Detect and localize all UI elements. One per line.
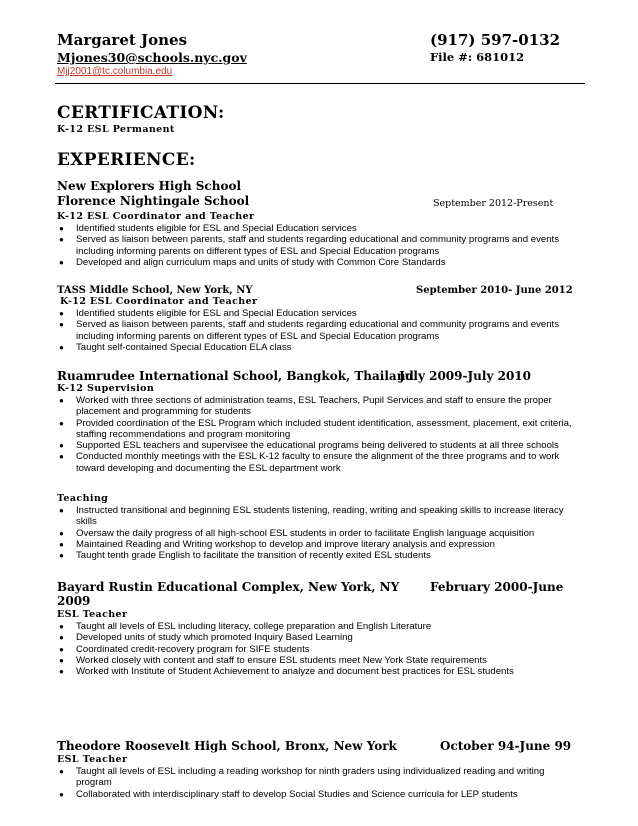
job-employer: TASS Middle School, New York, NY	[57, 285, 253, 296]
bullet-icon: ●	[59, 441, 64, 451]
job-employer: New Explorers High School	[57, 179, 242, 193]
job-bullets	[57, 395, 577, 474]
job-employer-secondary: Florence Nightingale School	[57, 194, 250, 208]
file-number: File #: 681012	[430, 50, 525, 64]
job-bullets	[57, 308, 577, 353]
bullet-icon: ●	[59, 452, 64, 462]
email-link[interactable]: Mjones30@schools.nyc.gov	[57, 50, 247, 65]
bullet-icon: ●	[59, 622, 64, 631]
bullet-icon: ●	[59, 655, 64, 665]
list-item: ● Taught tenth grade English to facilitate the transition of recently exited ESL students	[59, 550, 431, 562]
bullet-icon: ●	[59, 644, 64, 654]
bullet-icon: ●	[59, 667, 64, 677]
job-dates: October 94-June 99	[440, 739, 572, 753]
bullet-icon: ●	[59, 235, 64, 245]
bullet-icon: ●	[59, 789, 64, 799]
job-role-secondary: Teaching	[57, 493, 109, 504]
bullet-icon: ●	[59, 539, 64, 549]
job-role: K-12 ESL Coordinator and Teacher	[57, 211, 255, 222]
job-role: K-12 Supervision	[57, 383, 155, 394]
job-employer: Bayard Rustin Educational Complex, New York, NY	[57, 580, 400, 594]
certification-heading: CERTIFICATION:	[57, 103, 225, 123]
job-dates: July 2009-July 2010	[399, 369, 531, 383]
bullet-icon: ●	[59, 633, 64, 643]
job-role: K-12 ESL Coordinator and Teacher	[60, 296, 258, 307]
list-item: ● Identified students eligible for ESL and Special Education services	[59, 223, 357, 234]
list-item: ● Served as liaison between parents, staff and students regarding educational and community programs and events including informing parents on different types of ESL and Special Education programs	[59, 319, 559, 342]
list-item: ● Developed units of study which promoted Inquiry Based Learning	[59, 632, 353, 644]
job-role: ESL Teacher	[57, 754, 128, 765]
list-item: ● Served as liaison between parents, staff and students regarding educational and community programs and events including informing parents on different types of ESL and Special Education programs	[59, 234, 559, 257]
list-item: ● Developed and align curriculum maps and units of study with Common Core Standards	[59, 256, 446, 268]
list-item: ● Identified students eligible for ESL and Special Education services	[59, 308, 357, 319]
job-dates-continued: 2009	[57, 594, 91, 608]
job-role: ESL Teacher	[57, 609, 128, 620]
bullet-icon: ●	[59, 257, 64, 267]
alt-email-link[interactable]: Mjj2001@tc.columbia.edu	[57, 66, 173, 77]
list-item: ● Taught all levels of ESL including a reading workshop for ninth graders using individualized reading and writing program	[59, 766, 545, 789]
list-item: ● Provided coordination of the ESL Program which included student identification, assessment, placement, exit criteria, staffing recommendations and program monitoring	[59, 417, 572, 440]
job-dates: September 2012-Present	[433, 198, 554, 209]
job-employer: Theodore Roosevelt High School, Bronx, New York	[57, 739, 397, 753]
list-item: ● Supported ESL teachers and supervisee the educational programs being delivered to students at all three schools	[59, 440, 559, 452]
list-item: ● Worked with Institute of Student Achievement to analyze and document best practices for ESL students	[59, 666, 514, 678]
list-item: ● Worked closely with content and staff to ensure ESL students meet New York State requirements	[59, 654, 487, 666]
bullet-icon: ●	[59, 396, 64, 405]
job-bullets	[57, 223, 577, 268]
job-bullets-secondary	[57, 505, 577, 561]
job-bullets	[57, 621, 577, 677]
bullet-icon: ●	[59, 551, 64, 561]
list-item: ● Worked with three sections of administration teams, ESL Teachers, Pupil Services and staff to ensure the proper placement and programming for students	[59, 395, 552, 418]
job-dates: February 2000-June	[430, 580, 564, 594]
list-item: ● Coordinated credit-recovery program for SIFE students	[59, 643, 310, 655]
list-item: ● Instructed transitional and beginning ESL students listening, reading, writing and speaking skills to increase literacy skills	[59, 505, 564, 528]
list-item: ● Oversaw the daily progress of all high-school ESL students in order to facilitate English language acquisition	[59, 527, 535, 539]
bullet-icon: ●	[59, 224, 64, 233]
list-item: ● Maintained Reading and Writing workshop to develop and improve literary analysis and expression	[59, 538, 495, 550]
job-employer: Ruamrudee International School, Bangkok, Thailand	[57, 369, 414, 383]
experience-heading: EXPERIENCE:	[57, 150, 196, 170]
bullet-icon: ●	[59, 767, 64, 776]
list-item: ● Collaborated with interdisciplinary staff to develop Social Studies and Science curricula for LEP students	[59, 788, 518, 800]
bullet-icon: ●	[59, 418, 64, 428]
certification-text: K-12 ESL Permanent	[57, 124, 175, 135]
phone-number: (917) 597-0132	[430, 31, 561, 49]
candidate-name: Margaret Jones	[57, 31, 188, 49]
job-dates: September 2010- June 2012	[416, 285, 573, 296]
bullet-icon: ●	[59, 342, 64, 352]
bullet-icon: ●	[59, 528, 64, 538]
list-item: ● Taught self-contained Special Education ELA class	[59, 341, 292, 353]
job-bullets	[57, 766, 577, 800]
bullet-icon: ●	[59, 320, 64, 330]
list-item: ● Taught all levels of ESL including literacy, college preparation and English Literature	[59, 621, 432, 632]
bullet-icon: ●	[59, 309, 64, 318]
list-item: ● Conducted monthly meetings with the ESL K-12 faculty to ensure the alignment of the three programs and to work toward developing and documenting the ESL department work	[59, 451, 560, 474]
bullet-icon: ●	[59, 506, 64, 515]
header-divider	[55, 83, 585, 84]
